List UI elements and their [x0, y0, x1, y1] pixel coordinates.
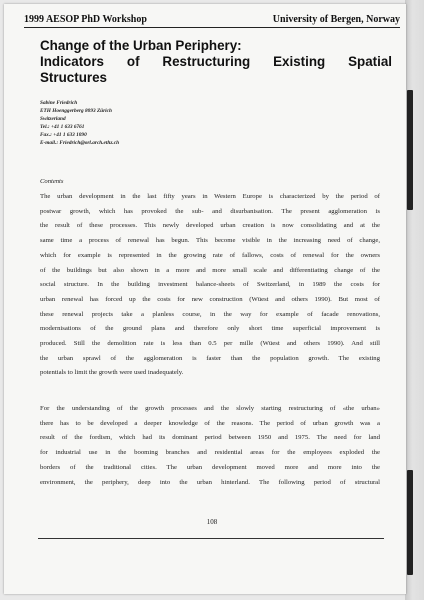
page-number: 108: [206, 518, 218, 526]
section-heading: Contents: [40, 178, 64, 185]
author-block: [40, 99, 119, 147]
text-line: environment, the periphery, deep into the urban hinterland. The following period of structural: [40, 478, 380, 486]
text-line: there has to be developed a deeper knowledge of the reasons. The period of urban growth was a: [40, 419, 380, 427]
author-name: Sabine Friedrich: [40, 100, 78, 106]
text-line: social structure. In the building investment balance-sheets of Switzerland, in 1989 the costs for: [40, 281, 380, 289]
text-line: the urban sprawl of the agglomeration is faster than the population growth. The existing: [40, 354, 380, 362]
text-line: borders of the traditional cities. The urban development moved more and more into the: [40, 463, 380, 471]
author-email: E-mail.: Friedrich@orl.arch.ethz.ch: [40, 140, 120, 146]
footer-rule: [38, 538, 384, 539]
text-line: For the understanding of the growth processes and the slowly starting restructuring of «the urban»: [40, 405, 380, 412]
text-line: of the buildings but also shown in a more and more small scale and differentiating change of the: [40, 266, 380, 274]
text-line: potentials to limit the growth were used inadequately.: [40, 369, 184, 377]
author-fax: Fax.: +41 1 633 1090: [40, 132, 87, 138]
text-line: The urban development in the last fifty years in Western Europe is characterized by the period of: [40, 193, 380, 200]
author-country: Switzerland: [40, 116, 66, 122]
text-line: these renewal projects take a planless course, in the way for example of facade renovations,: [40, 310, 380, 318]
text-line: the result of these processes. This newly developed urban creation is now consolidating and at the: [40, 222, 380, 230]
text-line: for industrial use in the booming branches and residential areas for the employees exploded the: [40, 449, 380, 457]
text-line: modernisations of the ground plans and therefore only short time superficial improvement is: [40, 325, 380, 333]
text-line: which for example is represented in the growing rate of fallows, costs of renewal for the owners: [40, 251, 380, 259]
scan-edge-mark: [407, 90, 413, 210]
text-line: result of the fordism, which had its dominant period between 1950 and 1975. The need for land: [40, 434, 380, 442]
author-phone: Tel.: +41 1 633 6761: [40, 124, 85, 130]
header-left: 1999 AESOP PhD Workshop: [24, 14, 147, 25]
title-line: Indicators of Restructuring Existing Spatial: [40, 54, 392, 69]
title-line: Change of the Urban Periphery:: [40, 38, 242, 53]
author-address: ETH Hoenggerberg 8093 Zürich: [40, 108, 112, 114]
scan-edge-shadow: [405, 0, 424, 600]
text-line: same time a process of renewal has begun. This become visible in the increasing need of change,: [40, 237, 380, 245]
running-header: [24, 14, 400, 25]
text-line: produced. Still the demolition rate is less than 0.5 per mille (Wüest and others 1990). And still: [40, 340, 380, 348]
header-rule: [24, 27, 400, 28]
paragraph-2: [40, 402, 380, 490]
title-line: Structures: [40, 70, 107, 85]
text-line: postwar growth, which has provoked the sub- and disurbanisation. The present agglomeration is: [40, 207, 380, 215]
paper-title: [40, 38, 392, 86]
paragraph-1: [40, 190, 380, 381]
text-line: urban renewal has forced up the costs for new construction (Wüest and others 1990). But most of: [40, 295, 380, 303]
header-right: University of Bergen, Norway: [272, 14, 400, 25]
